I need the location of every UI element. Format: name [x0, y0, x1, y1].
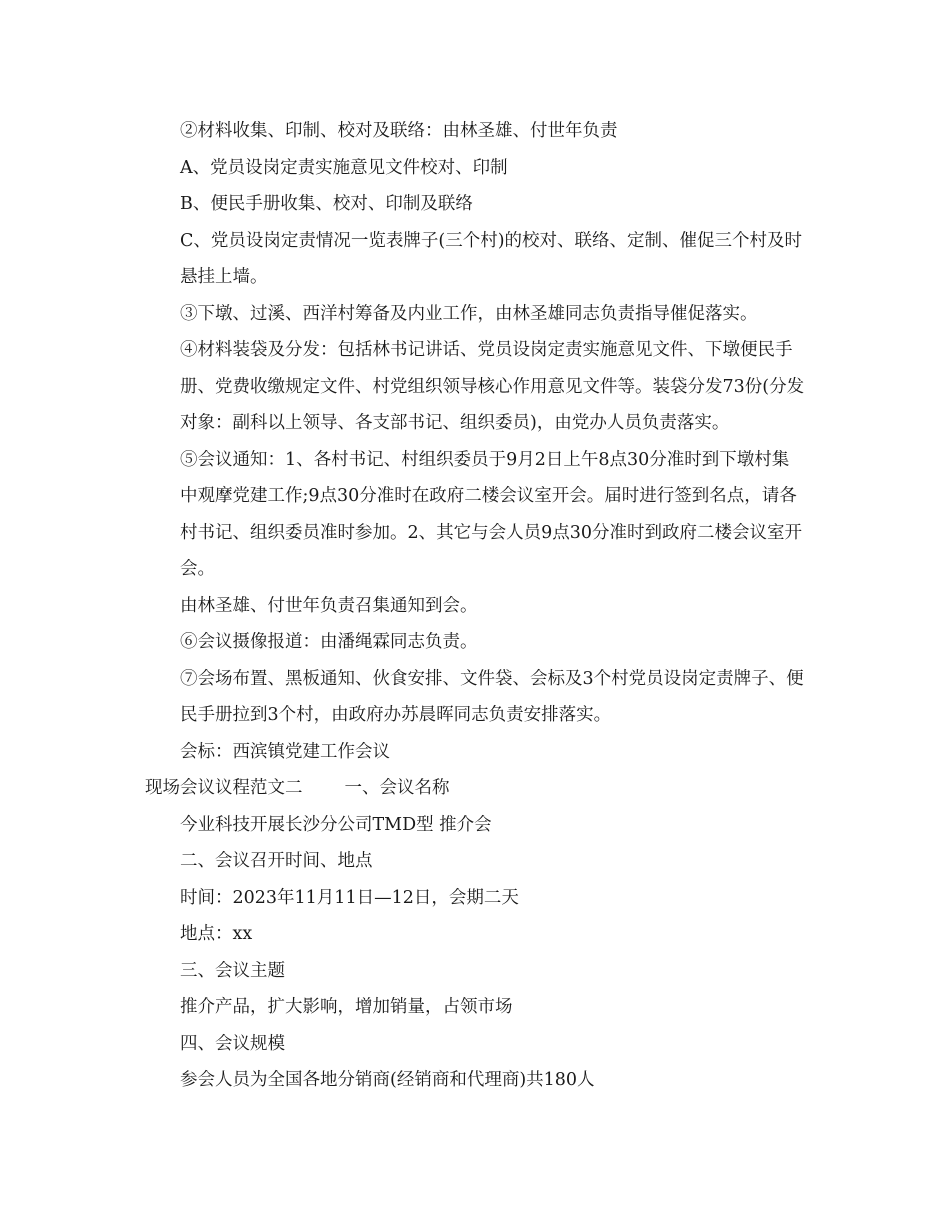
- paragraph-item-c: C、党员设岗定责情况一览表牌子(三个村)的校对、联络、定制、催促三个村及时悬挂上墙。: [180, 230, 803, 287]
- document-body: [145, 113, 805, 1099]
- meeting-scale: 参会人员为全国各地分销商(经销商和代理商)共180人: [180, 1070, 595, 1090]
- paragraph-camera: ⑥会议摄像报道：由潘绳霖同志负责。: [180, 632, 478, 652]
- paragraph-banner: 会标：西滨镇党建工作会议: [180, 741, 390, 762]
- paragraph-venue: ⑦会场布置、黑板通知、伙食安排、文件袋、会标及3个村党员设岗定责牌子、便民手册拉到3个村，由政府办苏晨晖同志负责安排落实。: [180, 668, 804, 725]
- heading-time-place: 二、会议召开时间、地点: [180, 851, 373, 871]
- paragraph-notice-owner: 由林圣雄、付世年负责召集通知到会。: [180, 595, 478, 616]
- meeting-time: 时间：2023年11月11日—12日，会期二天: [180, 887, 519, 908]
- section-two-heading: 现场会议议程范文二: [145, 778, 303, 798]
- meeting-place: 地点：xx: [180, 924, 253, 944]
- paragraph-item-b: B、便民手册收集、校对、印制及联络: [180, 194, 473, 214]
- section-two-heading-line: [145, 770, 805, 807]
- meeting-name: 今业科技开展长沙分公司TMD型 推介会: [180, 814, 492, 835]
- meeting-theme: 推介产品，扩大影响，增加销量，占领市场: [180, 997, 513, 1017]
- paragraph-bagging: ④材料装袋及分发：包括林书记讲话、党员设岗定责实施意见文件、下墩便民手册、党费收缴规定文件、村党组织领导核心作用意见文件等。装袋分发73份(分发对象：副科以上领导、各支部书记、组织委员)，由党办人员负责落实。: [180, 340, 805, 433]
- heading-scale: 四、会议规模: [180, 1033, 285, 1054]
- paragraph-materials: ②材料收集、印制、校对及联络：由林圣雄、付世年负责: [180, 121, 618, 141]
- paragraph-village-prep: ③下墩、过溪、西洋村筹备及内业工作，由林圣雄同志负责指导催促落实。: [180, 303, 758, 324]
- section-two-first-item: 一、会议名称: [344, 778, 450, 798]
- paragraph-item-a: A、党员设岗定责实施意见文件校对、印制: [180, 157, 508, 178]
- heading-theme: 三、会议主题: [180, 960, 285, 981]
- paragraph-notice: ⑤会议通知：1、各村书记、村组织委员于9月2日上午8点30分准时到下墩村集中观摩党建工作;9点30分准时在政府二楼会议室开会。届时进行签到名点，请各村书记、组织委员准时参加。2、其它与会人员9点30分准时到政府二楼会议室开会。: [180, 449, 803, 579]
